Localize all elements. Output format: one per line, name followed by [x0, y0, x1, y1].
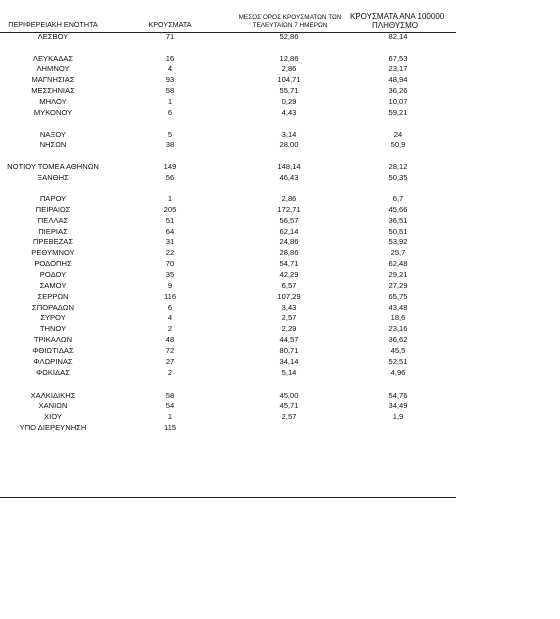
region-name: ΧΑΝΙΩΝ [38, 401, 68, 411]
cases-value: 149 [163, 162, 177, 171]
rate-per-100k-value: 23,17 [388, 64, 408, 74]
avg-7day-value: 54,71 [279, 259, 299, 269]
avg-7day-value: 44,57 [279, 335, 299, 345]
cases-value: 58 [165, 390, 175, 400]
table-row [0, 173, 456, 184]
cases-value: 56 [165, 172, 175, 182]
region-name: ΦΩΚΙΔΑΣ [36, 367, 70, 377]
avg-7day-value: 46,43 [279, 172, 299, 182]
cases-value: 31 [165, 237, 175, 247]
avg-7day-value: 80,71 [279, 345, 299, 355]
header-7day-average [226, 14, 354, 30]
region-name: ΣΑΜΟΥ [39, 280, 67, 290]
table-row [0, 259, 456, 270]
rate-per-100k-value: 45,66 [388, 204, 408, 214]
avg-7day-value: 55,71 [279, 86, 299, 96]
cases-value: 35 [165, 269, 175, 279]
region-name: ΧΙΟΥ [44, 412, 62, 422]
table-row [0, 412, 456, 423]
rate-per-100k-value: 62,48 [388, 259, 408, 269]
cases-value: 2 [167, 324, 173, 334]
table-row [0, 227, 456, 238]
region-name: ΠΑΡΟΥ [39, 194, 67, 203]
table-row [0, 162, 456, 173]
table-row [0, 97, 456, 108]
cases-value: 38 [165, 140, 175, 150]
region-name: ΦΛΩΡΙΝΑΣ [33, 356, 73, 366]
table-row [0, 32, 456, 43]
rate-per-100k-value: 28,12 [388, 162, 408, 171]
rate-per-100k-value: 43,48 [388, 302, 408, 312]
table-row [0, 270, 456, 281]
region-name: ΡΟΔΟΥ [39, 269, 67, 279]
cases-value: 51 [165, 215, 175, 225]
cases-value: 6 [167, 107, 173, 117]
rate-per-100k-value: 50,35 [388, 172, 408, 182]
region-name: ΜΕΣΣΗΝΙΑΣ [31, 86, 75, 96]
table-row [0, 303, 456, 314]
region-name: ΥΠΟ ΔΙΕΡΕΥΝΗΣΗ [19, 423, 87, 433]
avg-7day-value: 2,57 [281, 313, 297, 323]
rate-per-100k-value: 6,7 [392, 194, 404, 203]
table-row [0, 292, 456, 303]
header-rate-line2: ΠΛΗΘΥΣΜΟ [371, 21, 419, 30]
avg-7day-value: 2,57 [281, 412, 297, 422]
avg-7day-value: 3,14 [281, 129, 297, 139]
rate-per-100k-value: 23,16 [388, 324, 408, 334]
region-name: ΝΟΤΙΟΥ ΤΟΜΕΑ ΑΘΗΝΩΝ [7, 162, 99, 171]
region-name: ΡΕΘΥΜΝΟΥ [31, 248, 75, 258]
cases-value: 5 [167, 129, 173, 139]
avg-7day-value: 62,14 [279, 226, 299, 236]
table-row [0, 281, 456, 292]
avg-7day-value: 42,29 [279, 269, 299, 279]
rate-per-100k-value: 10,07 [388, 96, 408, 106]
avg-7day-value: 2,86 [281, 194, 297, 203]
avg-7day-value: 2,29 [281, 324, 297, 334]
rate-per-100k-value: 4,96 [390, 367, 406, 377]
region-name: ΠΡΕΒΕΖΑΣ [32, 237, 74, 247]
table-row [0, 205, 456, 216]
table-row [0, 368, 456, 379]
cases-value: 54 [165, 401, 175, 411]
cases-value: 72 [165, 345, 175, 355]
avg-7day-value: 56,57 [279, 215, 299, 225]
table-row [0, 313, 456, 324]
cases-value: 116 [163, 291, 177, 301]
table-row [0, 130, 456, 141]
table-row [0, 140, 456, 151]
region-name: ΠΕΙΡΑΙΩΣ [35, 204, 71, 214]
cases-value: 4 [167, 313, 173, 323]
rate-per-100k-value: 1,9 [392, 412, 404, 422]
avg-7day-value: 28,86 [279, 248, 299, 258]
rate-per-100k-value: 45,5 [390, 345, 406, 355]
rate-per-100k-value: 52,51 [388, 356, 408, 366]
region-name: ΜΗΛΟΥ [39, 96, 67, 106]
rate-per-100k-value: 48,94 [388, 75, 408, 85]
rate-per-100k-value: 50,9 [390, 140, 406, 150]
cases-value: 48 [165, 335, 175, 345]
avg-7day-value: 45,00 [279, 390, 299, 400]
rate-per-100k-value: 36,62 [388, 335, 408, 345]
table-row [0, 335, 456, 346]
table-row [0, 423, 456, 434]
table-row [0, 401, 456, 412]
header-7day-average-line1: ΜΕΣΟΣ ΟΡΟΣ ΚΡΟΥΣΜΑΤΩΝ ΤΩΝ [238, 14, 342, 21]
table-row [0, 237, 456, 248]
rate-per-100k-value: 67,53 [388, 53, 408, 63]
rate-per-100k-value: 59,21 [388, 107, 408, 117]
avg-7day-value: 3,43 [281, 302, 297, 312]
table-row [0, 216, 456, 227]
region-name: ΡΟΔΟΠΗΣ [34, 259, 72, 269]
cases-value: 4 [167, 64, 173, 74]
cases-value: 70 [165, 259, 175, 269]
region-name: ΜΥΚΟΝΟΥ [33, 107, 73, 117]
table-row [0, 248, 456, 259]
avg-7day-value: 24,86 [279, 237, 299, 247]
rate-per-100k-value: 18,6 [390, 313, 406, 323]
header-cases: ΚΡΟΥΣΜΑΤΑ [148, 20, 192, 29]
region-name: ΣΕΡΡΩΝ [37, 291, 69, 301]
rate-per-100k-value: 53,92 [388, 237, 408, 247]
table-row [0, 86, 456, 97]
region-name: ΣΠΟΡΑΔΩΝ [32, 302, 74, 312]
header-rate-line1: ΚΡΟΥΣΜΑΤΑ ΑΝΑ 100000 [350, 12, 445, 21]
table-row [0, 357, 456, 368]
table-row [0, 75, 456, 86]
cases-value: 93 [165, 75, 175, 85]
cases-value: 27 [165, 356, 175, 366]
avg-7day-value: 52,86 [279, 32, 299, 41]
rate-per-100k-value: 65,75 [388, 291, 408, 301]
cases-value: 58 [165, 86, 175, 96]
region-name: ΧΑΛΚΙΔΙΚΗΣ [30, 390, 76, 400]
cases-value: 64 [165, 226, 175, 236]
region-name: ΦΘΙΩΤΙΔΑΣ [32, 345, 74, 355]
avg-7day-value: 107,29 [277, 291, 301, 301]
avg-7day-value: 34,14 [279, 356, 299, 366]
region-name: ΛΕΣΒΟΥ [37, 32, 69, 41]
table-row [0, 391, 456, 402]
cases-value: 1 [167, 96, 173, 106]
region-name: ΛΕΥΚΑΔΑΣ [32, 53, 74, 63]
table-bottom-divider [0, 497, 456, 498]
cases-value: 115 [163, 423, 177, 433]
cases-value: 6 [167, 302, 173, 312]
avg-7day-value: 5,14 [281, 367, 297, 377]
table-row [0, 324, 456, 335]
cases-value: 205 [163, 204, 177, 214]
header-7day-average-line2: ΤΕΛΕΥΤΑΙΩΝ 7 ΗΜΕΡΩΝ [252, 22, 328, 29]
rate-per-100k-value: 50,51 [388, 226, 408, 236]
avg-7day-value: 0,29 [281, 96, 297, 106]
table-row [0, 54, 456, 65]
avg-7day-value: 4,43 [281, 107, 297, 117]
rate-per-100k-value: 54,76 [388, 390, 408, 400]
rate-per-100k-value: 36,26 [388, 86, 408, 96]
table-row [0, 346, 456, 357]
region-name: ΠΕΛΛΑΣ [37, 215, 69, 225]
table-row [0, 108, 456, 119]
avg-7day-value: 28,00 [279, 140, 299, 150]
region-name: ΜΑΓΝΗΣΙΑΣ [31, 75, 75, 85]
header-cases-per-100000 [350, 12, 445, 30]
rate-per-100k-value: 24 [393, 129, 403, 139]
avg-7day-value: 148,14 [277, 162, 301, 171]
region-name: ΤΡΙΚΑΛΩΝ [33, 335, 73, 345]
avg-7day-value: 172,71 [277, 204, 301, 214]
region-name: ΝΑΞΟΥ [39, 129, 67, 139]
table-row [0, 64, 456, 75]
region-name: ΛΗΜΝΟΥ [36, 64, 70, 74]
cases-value: 16 [165, 53, 175, 63]
rate-per-100k-value: 82,14 [388, 32, 408, 41]
rate-per-100k-value: 36,51 [388, 215, 408, 225]
region-name: ΞΑΝΘΗΣ [37, 172, 69, 182]
avg-7day-value: 12,86 [279, 53, 299, 63]
rate-per-100k-value: 34,49 [388, 401, 408, 411]
avg-7day-value: 2,86 [281, 64, 297, 74]
cases-value: 1 [167, 194, 173, 203]
region-name: ΣΥΡΟΥ [40, 313, 66, 323]
avg-7day-value: 6,57 [281, 280, 297, 290]
table-row [0, 194, 456, 205]
rate-per-100k-value: 27,29 [388, 280, 408, 290]
avg-7day-value: 45,71 [279, 401, 299, 411]
cases-value: 22 [165, 248, 175, 258]
rate-per-100k-value: 29,21 [388, 269, 408, 279]
header-region: ΠΕΡΙΦΕΡΕΙΑΚΗ ΕΝΟΤΗΤΑ [8, 20, 98, 29]
rate-per-100k-value: 25,7 [390, 248, 406, 258]
region-name: ΠΙΕΡΙΑΣ [38, 226, 68, 236]
region-name: ΝΗΣΩΝ [39, 140, 67, 150]
cases-value: 71 [165, 32, 175, 41]
cases-value: 2 [167, 367, 173, 377]
cases-value: 1 [167, 412, 173, 422]
avg-7day-value: 104,71 [277, 75, 301, 85]
region-name: ΤΗΝΟΥ [39, 324, 67, 334]
cases-value: 9 [167, 280, 173, 290]
